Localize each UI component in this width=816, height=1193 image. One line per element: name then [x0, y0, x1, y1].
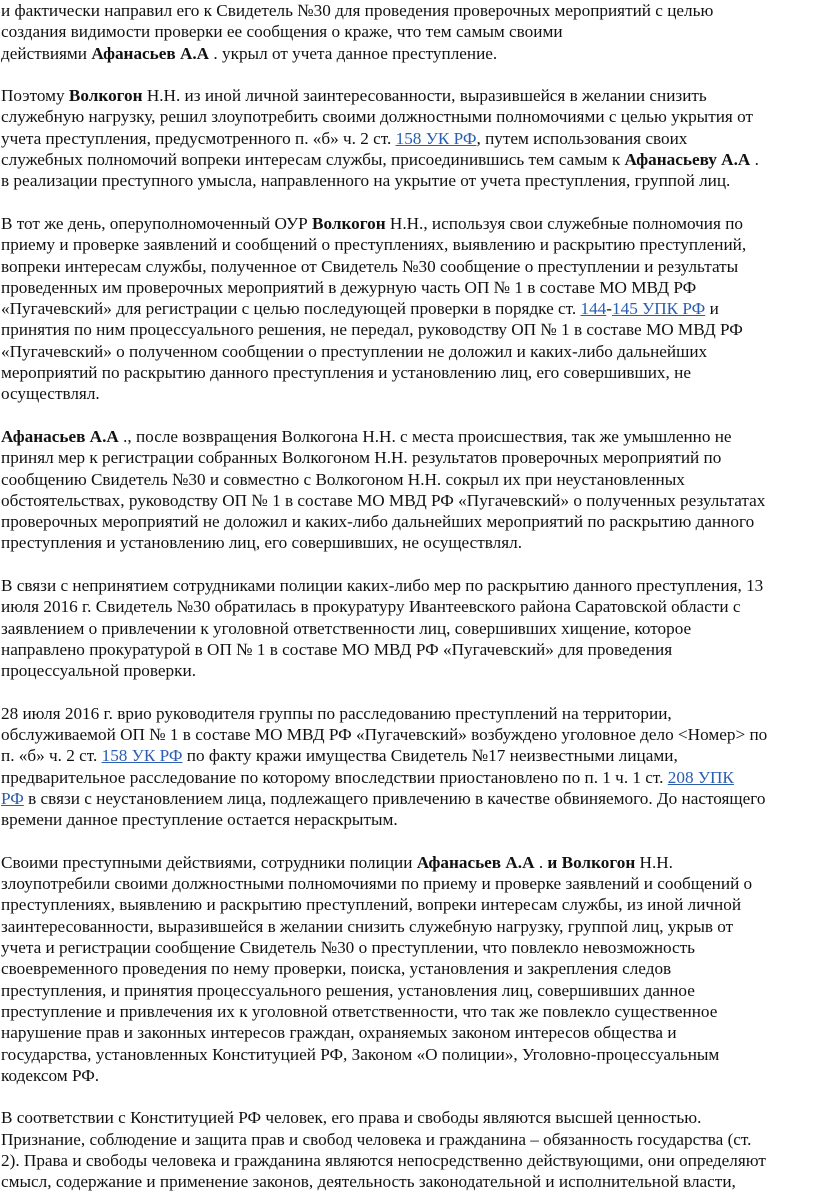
paragraph-gap: [1, 554, 815, 575]
paragraph-gap: [1, 192, 815, 213]
text-line: [1, 745, 815, 766]
text-line: [1, 1001, 815, 1022]
text-segment: смысл, содержание и применение законов, деятельность законодательной и исполнительной власти,: [1, 1172, 736, 1192]
text-line: [1, 1150, 815, 1171]
text-segment: вопреки интересам службы, полученное от Свидетель №30 сообщение о преступлении и результаты: [1, 256, 739, 276]
text-line: [1, 170, 815, 191]
text-line: [1, 596, 815, 617]
person-name-bold: Афанасьев А.А: [91, 43, 210, 63]
text-line: [1, 618, 815, 639]
text-line: [1, 575, 815, 596]
text-segment: , путем использования своих: [476, 128, 688, 148]
text-line: [1, 85, 815, 106]
text-segment: обслуживаемой ОП № 1 в составе МО МВД РФ «Пугачевский» возбуждено уголовное дело <Номер> по: [1, 725, 768, 745]
text-segment: 2). Права и свободы человека и гражданина являются непосредственно действующими, они определяют: [1, 1151, 766, 1171]
text-segment: времени данное преступление остается нераскрытым.: [1, 810, 398, 830]
text-segment: Поэтому: [1, 86, 69, 106]
text-segment: создания видимости проверки ее сообщения о краже, что тем самым своими: [1, 22, 563, 42]
text-segment: и: [705, 299, 719, 319]
text-segment: преступление и привлечения их к уголовной ответственности, что так же повлекло существенное: [1, 1001, 718, 1021]
text-segment: преступления, и принятия процессуального решения, установления лиц, совершивших данное: [1, 980, 695, 1000]
text-segment: мероприятий по раскрытию данного преступления и установлению лиц, его совершивших, не: [1, 363, 691, 383]
text-segment: .: [534, 852, 548, 872]
law-reference-link[interactable]: 144: [580, 299, 607, 319]
text-line: [1, 106, 815, 127]
text-line: [1, 937, 815, 958]
text-segment: направлено прокуратурой в ОП № 1 в составе МО МВД РФ «Пугачевский» для проведения: [1, 639, 673, 659]
text-segment: . укрыл от учета данное преступление.: [209, 43, 498, 63]
text-line: [1, 703, 815, 724]
text-segment: своевременного проведения по нему проверки, поиска, установления и закрепления следов: [1, 959, 672, 979]
text-segment: Н.Н.: [635, 852, 673, 872]
text-segment: и фактически направил его к Свидетель №30 для проведения проверочных мероприятий с целью: [1, 1, 714, 20]
text-line: [1, 639, 815, 660]
text-line: [1, 362, 815, 383]
text-line: [1, 809, 815, 830]
paragraph-gap: [1, 831, 815, 852]
text-segment: ., после возвращения Волкогона Н.Н. с места происшествия, так же умышленно не: [118, 426, 732, 446]
paragraph-gap: [1, 1086, 815, 1107]
text-line: [1, 277, 815, 298]
text-segment: служебных полномочий вопреки интересам службы, присоединившись тем самым к: [1, 150, 625, 170]
text-segment: Н.Н. из иной личной заинтересованности, выразившейся в желании снизить: [142, 86, 707, 106]
text-segment: В тот же день, оперуполномоченный ОУР: [1, 213, 312, 233]
paragraph-gap: [1, 405, 815, 426]
text-line: [1, 213, 815, 234]
text-segment: проведенных им проверочных мероприятий в дежурную часть ОП № 1 в составе МО МВД РФ: [1, 277, 697, 297]
text-segment: служебную нагрузку, решил злоупотребить своими должностными полномочиями с целью укрытия от: [1, 107, 754, 127]
text-line: [1, 383, 815, 404]
text-segment: заявлением о привлечении к уголовной ответственности лиц, совершивших хищение, которое: [1, 618, 692, 638]
paragraph-gap: [1, 682, 815, 703]
text-segment: Своими преступными действиями, сотрудники полиции: [1, 852, 417, 872]
text-segment: преступления и установлению лиц, его совершивших, не осуществлял.: [1, 533, 522, 553]
text-segment: в реализации преступного умысла, направленного на укрытие от учета преступления, группой лиц.: [1, 171, 731, 191]
paragraph-gap: [1, 64, 815, 85]
law-reference-link[interactable]: 208 УПК: [667, 767, 734, 787]
text-line: [1, 341, 815, 362]
text-segment: действиями: [1, 43, 92, 63]
text-segment: обстоятельствах, руководству ОП № 1 в составе МО МВД РФ «Пугачевский» о полученных результатах: [1, 490, 766, 510]
text-segment: учета и регистрации сообщение Свидетель №30 о преступлении, что повлекло невозможность: [1, 938, 696, 958]
text-line: [1, 873, 815, 894]
text-line: [1, 447, 815, 468]
person-name-bold: и Волкогон: [547, 852, 636, 872]
text-segment: учета преступления, предусмотренного п. «б» ч. 2 ст.: [1, 128, 396, 148]
text-line: [1, 916, 815, 937]
law-reference-link[interactable]: РФ: [1, 788, 24, 808]
text-segment: п. «б» ч. 2 ст.: [1, 746, 102, 766]
text-line: [1, 128, 815, 149]
text-line: [1, 1129, 815, 1150]
text-line: [1, 319, 815, 340]
person-name-bold: Афанасьев А.А: [1, 426, 119, 446]
text-segment: Признание, соблюдение и защита прав и свобод человека и гражданина – обязанность государства (ст.: [1, 1129, 752, 1149]
text-line: [1, 256, 815, 277]
text-line: [1, 660, 815, 681]
law-reference-link[interactable]: 158 УК РФ: [395, 128, 477, 148]
text-segment: заинтересованности, выразившейся в желании снизить служебную нагрузку, группой лиц, укрыв от: [1, 916, 734, 936]
text-segment: сообщению Свидетель №30 и совместно с Волкогоном Н.Н. сокрыл их при неустановленных: [1, 469, 685, 489]
text-segment: принятия по ним процессуального решения, не передал, руководству ОП № 1 в составе МО МВД РФ: [1, 320, 743, 340]
text-line: [1, 894, 815, 915]
text-line: [1, 426, 815, 447]
text-line: [1, 1022, 815, 1043]
text-line: [1, 1044, 815, 1065]
text-line: [1, 490, 815, 511]
text-segment: по факту кражи имущества Свидетель №17 неизвестными лицами,: [182, 746, 678, 766]
text-segment: приему и проверке заявлений и сообщений о преступлениях, выявлению и раскрытию преступлений,: [1, 235, 747, 255]
text-segment: .: [750, 150, 759, 170]
text-line: [1, 1171, 815, 1192]
text-line: [1, 149, 815, 170]
text-line: [1, 1065, 815, 1086]
law-reference-link[interactable]: 145 УПК РФ: [612, 299, 706, 319]
text-line: [1, 298, 815, 319]
text-segment: -: [606, 299, 612, 319]
text-line: [1, 234, 815, 255]
text-line: [1, 0, 815, 21]
text-segment: кодексом РФ.: [1, 1065, 100, 1085]
text-segment: Н.Н., используя свои служебные полномочия по: [385, 213, 743, 233]
text-line: [1, 852, 815, 873]
text-line: [1, 469, 815, 490]
text-segment: В связи с непринятием сотрудниками полиции каких-либо мер по раскрытию данного преступления, 13: [1, 576, 764, 596]
text-segment: «Пугачевский» о полученном сообщении о преступлении не доложил и каких-либо дальнейших: [1, 341, 708, 361]
text-segment: 28 июля 2016 г. врио руководителя группы по расследованию преступлений на территории,: [1, 703, 672, 723]
text-line: [1, 958, 815, 979]
text-segment: проверочных мероприятий не доложил и каких-либо дальнейших мероприятий по раскрытию данного: [1, 512, 755, 532]
text-segment: принял мер к регистрации собранных Волкогоном Н.Н. результатов проверочных мероприятий по: [1, 448, 722, 468]
text-segment: июля 2016 г. Свидетель №30 обратилась в прокуратуру Ивантеевского района Саратовской области с: [1, 597, 741, 617]
person-name-bold: Афанасьев А.А: [416, 852, 535, 872]
text-line: [1, 724, 815, 745]
text-line: [1, 511, 815, 532]
text-segment: государства, установленных Конституцией РФ, Законом «О полиции», Уголовно-процессуальным: [1, 1044, 720, 1064]
text-line: [1, 788, 815, 809]
text-segment: преступлениях, выявлению и раскрытию преступлений, вопреки интересам службы, из иной личной: [1, 895, 742, 915]
text-line: [1, 1107, 815, 1128]
text-segment: «Пугачевский» для регистрации с целью последующей проверки в порядке ст.: [1, 299, 581, 319]
text-segment: процессуальной проверки.: [1, 661, 196, 681]
text-line: [1, 532, 815, 553]
person-name-bold: Волкогон: [312, 213, 386, 233]
person-name-bold: Волкогон: [68, 86, 143, 106]
person-name-bold: Афанасьеву А.А: [624, 150, 751, 170]
text-line: [1, 980, 815, 1001]
text-segment: В соответствии с Конституцией РФ человек, его права и свободы являются высшей ценностью.: [1, 1108, 702, 1128]
text-segment: в связи с неустановлением лица, подлежащего привлечению в качестве обвиняемого. До настоящего: [23, 788, 766, 808]
text-line: [1, 21, 815, 42]
text-segment: предварительное расследование по которому впоследствии приостановлено по п. 1 ч. 1 ст.: [1, 767, 668, 787]
text-line: [1, 767, 815, 788]
text-segment: нарушение прав и законных интересов граждан, охраняемых законом интересов общества и: [1, 1023, 677, 1043]
text-segment: осуществлял.: [1, 384, 100, 404]
text-segment: злоупотребили своими должностными полномочиями по приему и проверке заявлений и сообщений о: [1, 874, 753, 894]
law-reference-link[interactable]: 158 УК РФ: [101, 746, 183, 766]
text-line: [1, 43, 815, 64]
